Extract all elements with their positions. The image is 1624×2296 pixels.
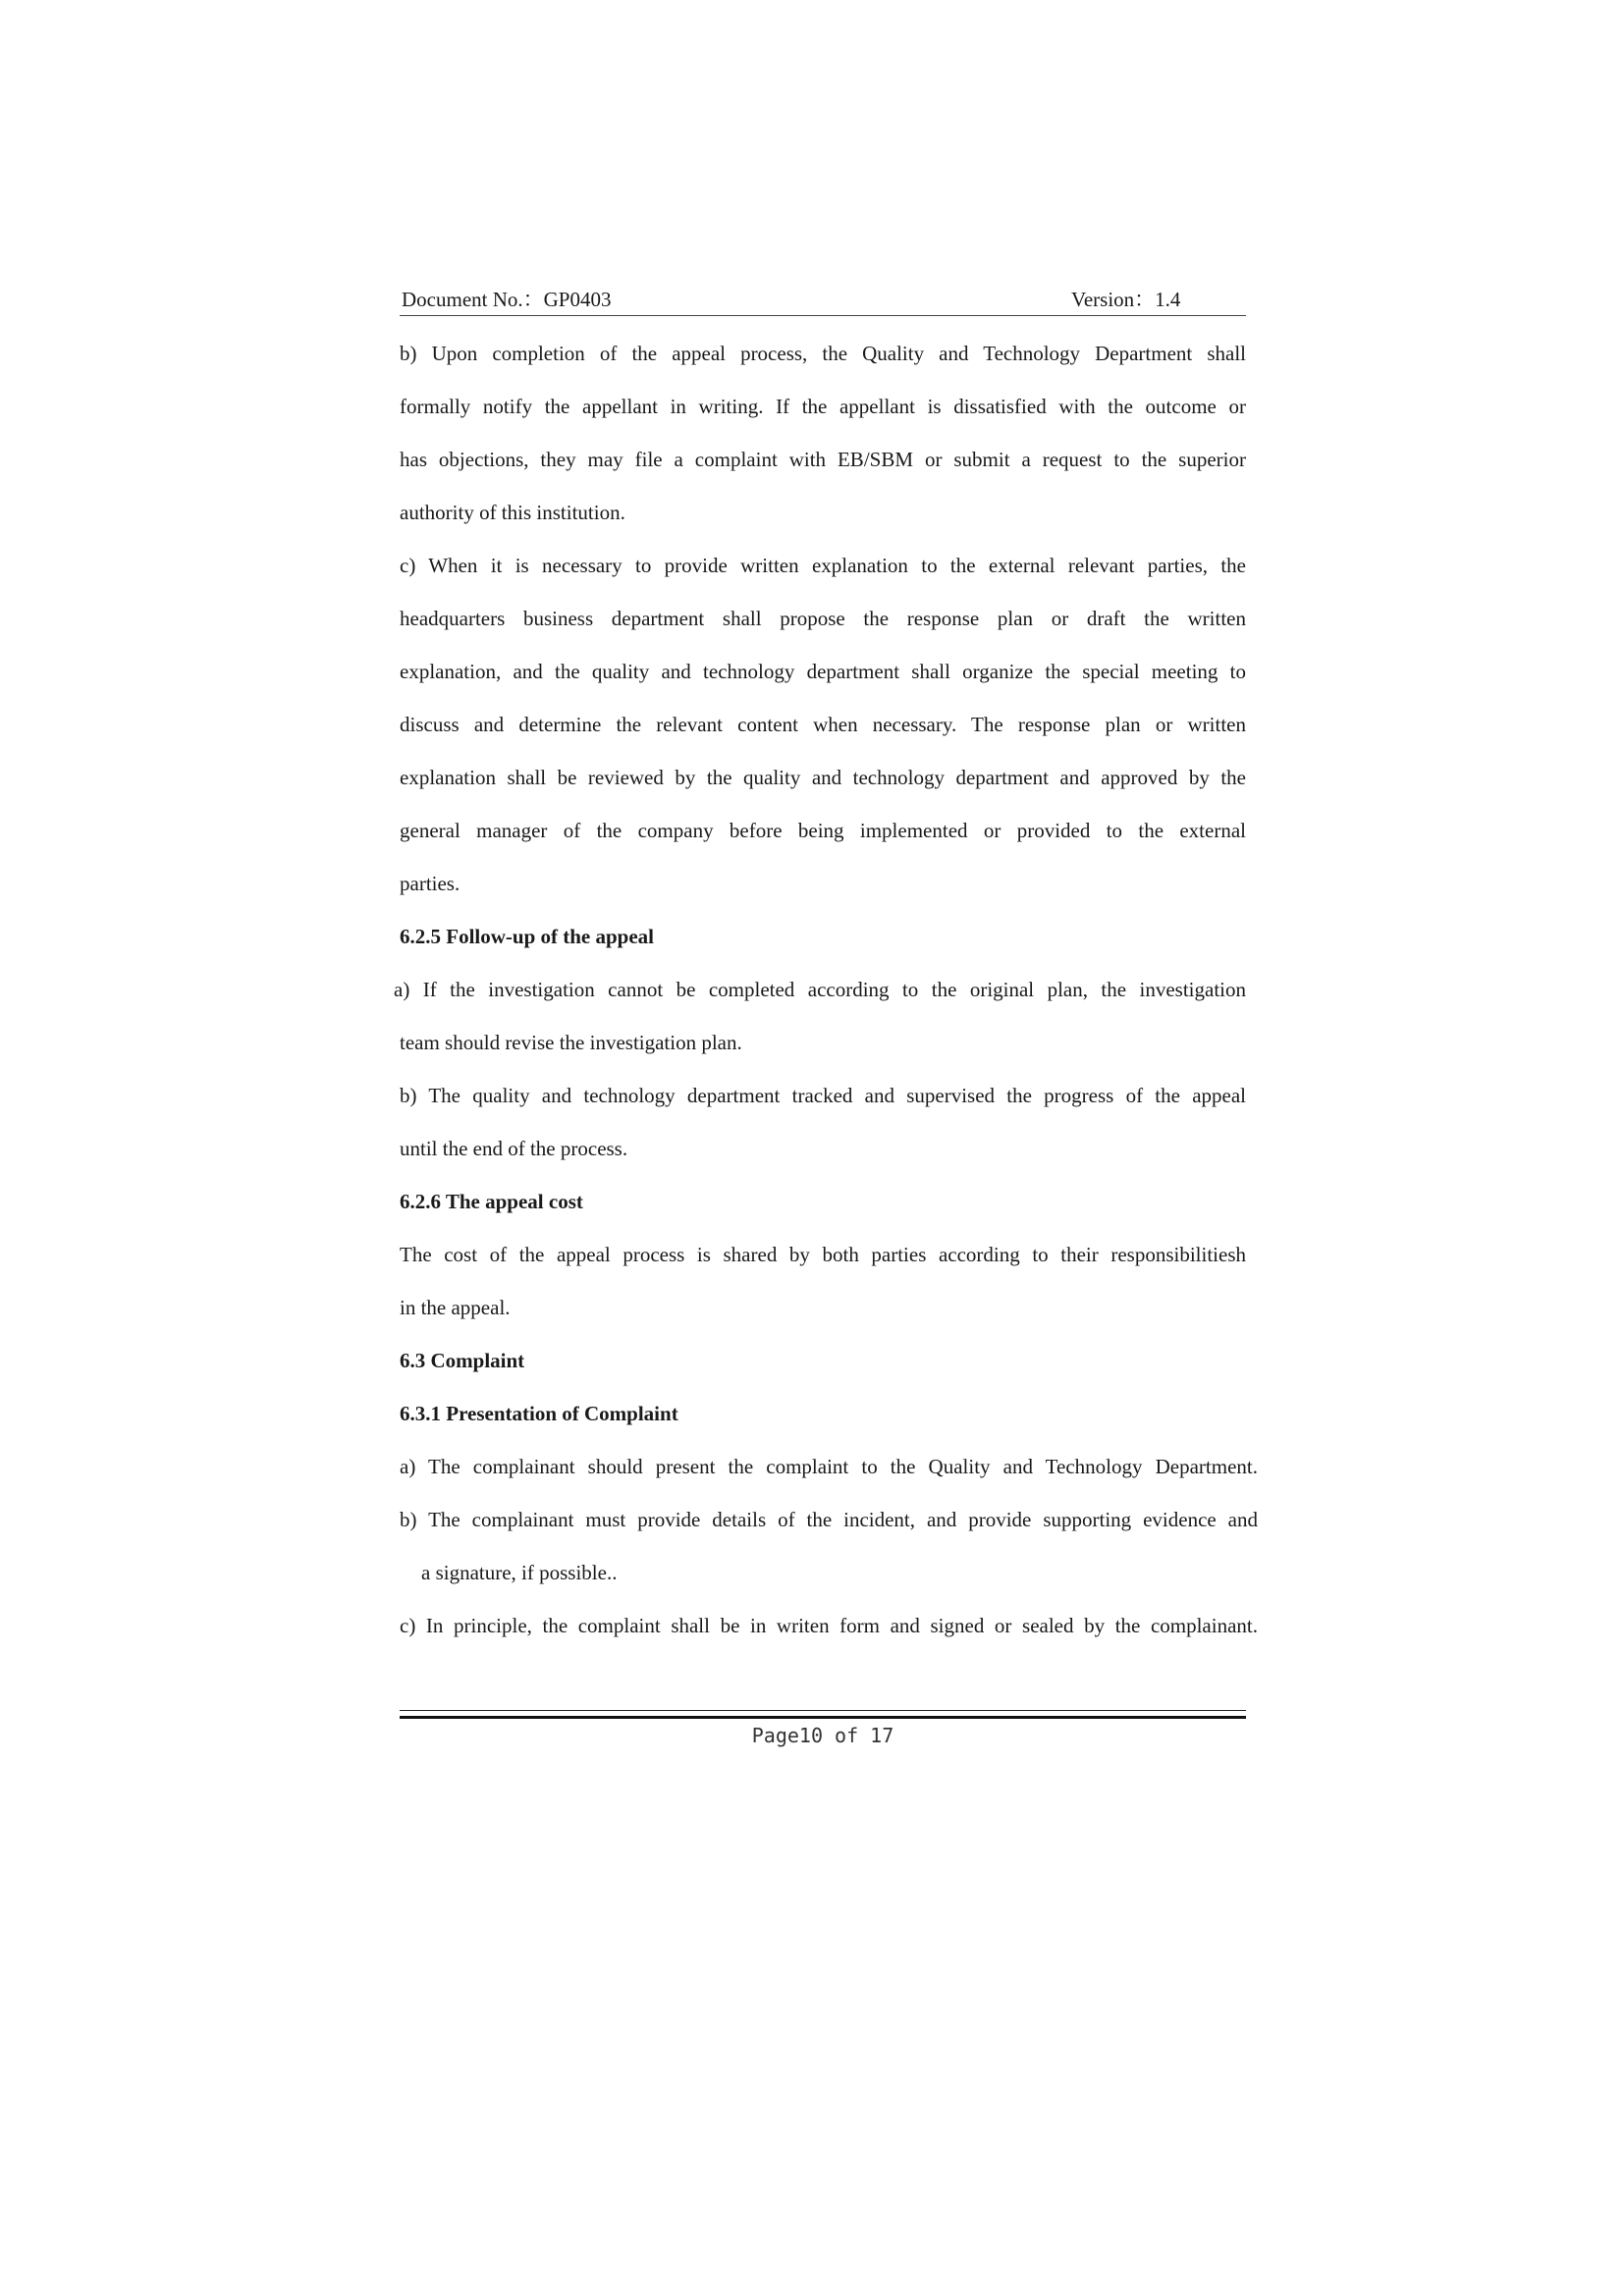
paragraph-line: authority of this institution. — [400, 501, 625, 524]
paragraph-line: The cost of the appeal process is shared by both parties according to their responsibilitiesh — [400, 1243, 1246, 1266]
paragraph-line: a) The complainant should present the complaint to the Quality and Technology Department. — [400, 1455, 1258, 1478]
page-number: Page10 of 17 — [751, 1724, 894, 1747]
paragraph-line: explanation, and the quality and technology department shall organize the special meeting to — [400, 660, 1246, 683]
document-number: Document No.：GP0403 — [402, 288, 612, 311]
section-heading-6-3-1: 6.3.1 Presentation of Complaint — [400, 1402, 678, 1425]
paragraph-line: team should revise the investigation plan. — [400, 1031, 742, 1054]
paragraph-line: a) If the investigation cannot be completed according to the original plan, the investigation — [394, 978, 1246, 1001]
paragraph-line: b) The complainant must provide details of the incident, and provide supporting evidence and — [400, 1508, 1258, 1531]
paragraph-line: c) In principle, the complaint shall be in writen form and signed or sealed by the complainant. — [400, 1614, 1258, 1637]
section-heading-6-2-6: 6.2.6 The appeal cost — [400, 1190, 583, 1213]
paragraph-line: b) Upon completion of the appeal process, the Quality and Technology Department shall — [400, 342, 1246, 365]
paragraph-line: c) When it is necessary to provide written explanation to the external relevant parties, the — [400, 554, 1246, 577]
paragraph-line: until the end of the process. — [400, 1137, 628, 1160]
page-header — [400, 278, 1246, 316]
paragraph-line: formally notify the appellant in writing. If the appellant is dissatisfied with the outcome or — [400, 395, 1246, 418]
section-heading-6-3: 6.3 Complaint — [400, 1349, 525, 1372]
paragraph-line: general manager of the company before being implemented or provided to the external — [400, 819, 1246, 842]
paragraph-line: parties. — [400, 872, 460, 895]
paragraph-line: explanation shall be reviewed by the quality and technology department and approved by the — [400, 766, 1246, 789]
paragraph-line: discuss and determine the relevant content when necessary. The response plan or written — [400, 713, 1246, 736]
footer-divider-thick — [400, 1716, 1246, 1719]
paragraph-line: b) The quality and technology department tracked and supervised the progress of the appeal — [400, 1084, 1246, 1107]
paragraph-line: has objections, they may file a complaint with EB/SBM or submit a request to the superior — [400, 448, 1246, 471]
paragraph-line: a signature, if possible.. — [421, 1561, 618, 1584]
section-heading-6-2-5: 6.2.5 Follow-up of the appeal — [400, 925, 655, 948]
version-number: Version：1.4 — [1071, 288, 1181, 311]
paragraph-line: in the appeal. — [400, 1296, 511, 1319]
paragraph-line: headquarters business department shall propose the response plan or draft the written — [400, 607, 1246, 630]
footer-divider-thin — [400, 1710, 1246, 1711]
